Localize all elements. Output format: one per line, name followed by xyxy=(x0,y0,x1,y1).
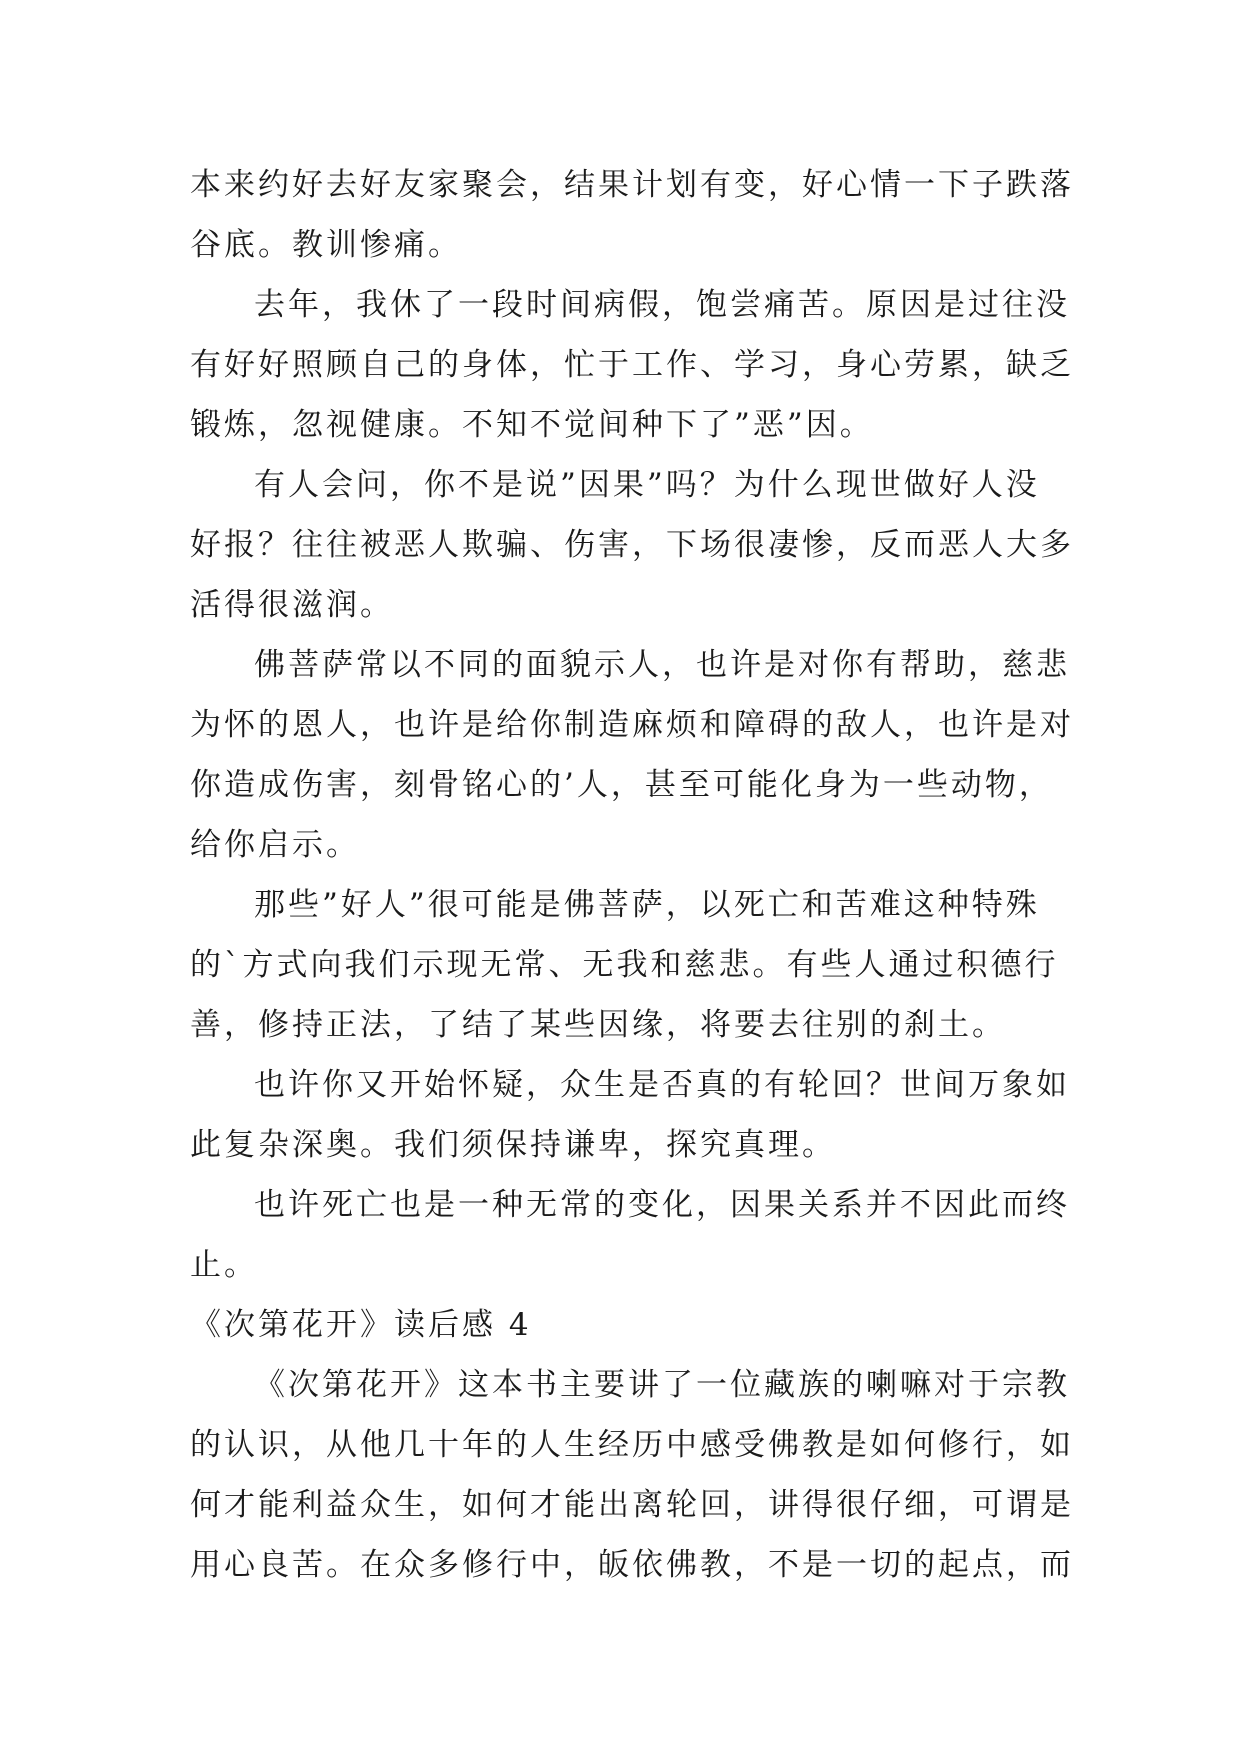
text-line: 为怀的恩人，也许是给你制造麻烦和障碍的敌人，也许是对 xyxy=(190,707,1074,743)
text-line: 何才能利益众生，如何才能出离轮回，讲得很仔细，可谓是 xyxy=(190,1487,1074,1523)
text-line: 活得很滋润。 xyxy=(190,587,394,623)
paragraph-start: 也许你又开始怀疑，众生是否真的有轮回？世间万象如 xyxy=(254,1067,1070,1103)
text-line: 给你启示。 xyxy=(190,827,360,863)
text-line: 有好好照顾自己的身体，忙于工作、学习，身心劳累，缺乏 xyxy=(190,347,1074,383)
text-line: 谷底。教训惨痛。 xyxy=(190,227,462,263)
text-line: 善，修持正法，了结了某些因缘，将要去往别的刹土。 xyxy=(190,1007,1006,1043)
text-line: 锻炼，忽视健康。不知不觉间种下了”恶”因。 xyxy=(190,407,874,443)
paragraph-start: 那些”好人”很可能是佛菩萨，以死亡和苦难这种特殊 xyxy=(254,887,1040,923)
paragraph-start: 也许死亡也是一种无常的变化，因果关系并不因此而终 xyxy=(254,1187,1070,1223)
text-line: 此复杂深奥。我们须保持谦卑，探究真理。 xyxy=(190,1127,836,1163)
paragraph-start: 有人会问，你不是说”因果”吗？为什么现世做好人没 xyxy=(254,467,1040,503)
text-line: 好报？往往被恶人欺骗、伤害，下场很凄惨，反而恶人大多 xyxy=(190,527,1074,563)
text-line: 本来约好去好友家聚会，结果计划有变，好心情一下子跌落 xyxy=(190,167,1074,203)
paragraph-start: 佛菩萨常以不同的面貌示人，也许是对你有帮助，慈悲 xyxy=(254,647,1070,683)
paragraph-start: 去年，我休了一段时间病假，饱尝痛苦。原因是过往没 xyxy=(254,287,1070,323)
paragraph-start: 《次第花开》这本书主要讲了一位藏族的喇嘛对于宗教 xyxy=(254,1367,1070,1403)
text-line: 你造成伤害，刻骨铭心的’人，甚至可能化身为一些动物， xyxy=(190,767,1053,803)
text-line: 止。 xyxy=(190,1247,258,1283)
text-line: 的`方式向我们示现无常、无我和慈悲。有些人通过积德行 xyxy=(190,947,1059,983)
section-heading: 《次第花开》读后感 4 xyxy=(190,1307,532,1343)
text-line: 用心良苦。在众多修行中，皈依佛教，不是一切的起点，而 xyxy=(190,1547,1074,1583)
text-line: 的认识，从他几十年的人生经历中感受佛教是如何修行，如 xyxy=(190,1427,1074,1463)
